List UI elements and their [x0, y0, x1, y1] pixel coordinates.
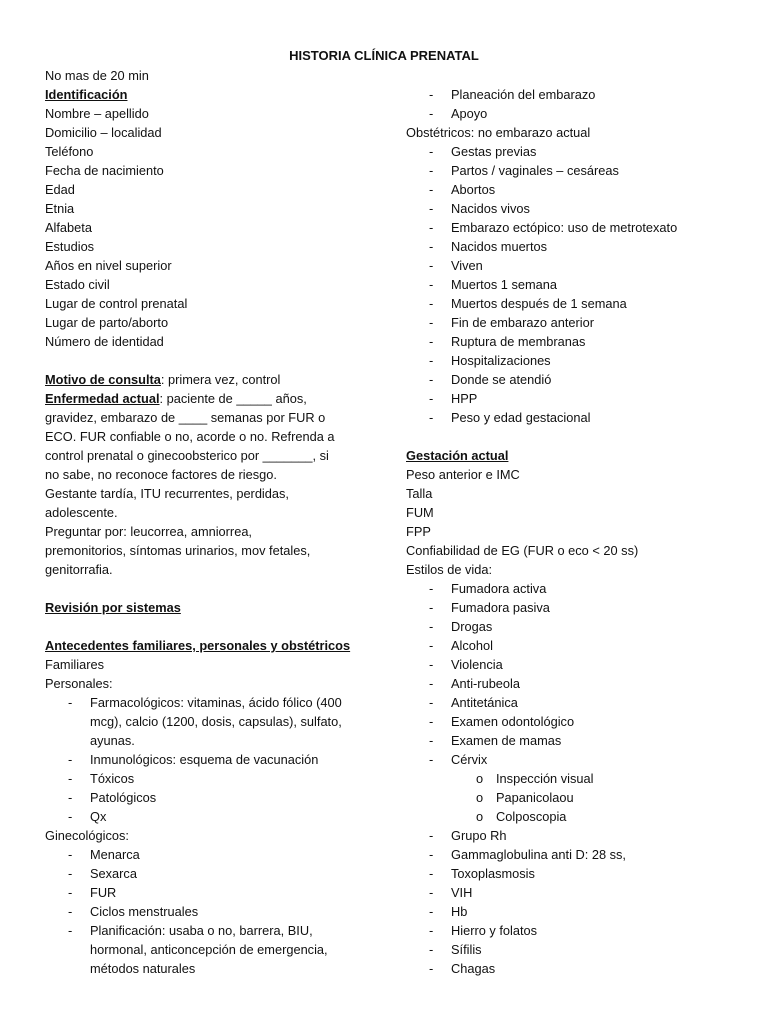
list-item: - Gestas previas [429, 144, 537, 159]
gestacion-line: FPP [406, 524, 431, 539]
enfermedad-line: : paciente de _____ años, [159, 391, 307, 406]
enfermedad-line: no sabe, no reconoce factores de riesgo. [45, 467, 277, 482]
identificacion-item: Estudios [45, 239, 95, 254]
list-item: - Farmacológicos: vitaminas, ácido fólico (400 mcg), calcio (1200, dosis, capsulas), sulfato, ayunas. [45, 693, 375, 750]
list-item-text: Apoyo [451, 106, 488, 121]
list-item-text: Patológicos [90, 790, 157, 805]
identificacion-list [45, 104, 375, 351]
identificacion-item: Nombre – apellido [45, 106, 149, 121]
familiares-label: Familiares [45, 657, 105, 672]
gestacion-line: Talla [406, 486, 433, 501]
list-item-text: Menarca [90, 847, 140, 862]
list-item-text: Donde se atendió [451, 372, 552, 387]
list-item: - Muertos 1 semana [429, 277, 557, 292]
list-item: - FUR [68, 885, 117, 900]
list-item-text: Nacidos vivos [451, 201, 530, 216]
enfermedad-label: Enfermedad actual [45, 391, 160, 406]
list-item-text: Muertos 1 semana [451, 277, 557, 292]
list-item-text: Chagas [451, 961, 496, 976]
list-item: - Toxoplasmosis [429, 866, 535, 881]
list-item: - Inmunológicos: esquema de vacunación [68, 752, 319, 767]
identificacion-item: Lugar de parto/aborto [45, 315, 169, 330]
list-item: - Fumadora pasiva [429, 600, 550, 615]
list-item-text: Grupo Rh [451, 828, 507, 843]
list-item: - Antitetánica [429, 695, 518, 710]
list-item-text: Planeación del embarazo [451, 87, 596, 102]
left-column [45, 66, 375, 978]
motivo-consulta [45, 370, 375, 389]
list-item-text: Abortos [451, 182, 496, 197]
list-item-text: Ruptura de membranas [451, 334, 586, 349]
list-item: - Muertos después de 1 semana [429, 296, 627, 311]
ginecologicos-label: Ginecológicos: [45, 828, 129, 843]
list-item: - Hospitalizaciones [429, 353, 551, 368]
list-item: - VIH [429, 885, 473, 900]
enfermedad-line: gravidez, embarazo de ____ semanas por FUR o [45, 410, 326, 425]
list-item-line: métodos naturales [90, 961, 196, 976]
circle-bullet-icon: o [476, 809, 484, 824]
gestacion-line: FUM [406, 505, 434, 520]
list-item-text: Sífilis [451, 942, 482, 957]
list-item: - Donde se atendió [429, 372, 552, 387]
list-item: - Planificación: usaba o no, barrera, BIU, hormonal, anticoncepción de emergencia, métodos naturales [45, 921, 375, 978]
page-title: HISTORIA CLÍNICA PRENATAL [289, 48, 479, 63]
gestacion-heading: Gestación actual [406, 448, 509, 463]
list-item: - Grupo Rh [429, 828, 507, 843]
identificacion-heading: Identificación [45, 87, 128, 102]
list-item: - Tóxicos [68, 771, 135, 786]
identificacion-item: Etnia [45, 201, 75, 216]
sub-list-item-text: Papanicolaou [496, 790, 574, 805]
identificacion-item: Teléfono [45, 144, 94, 159]
sub-list-item [406, 769, 736, 788]
list-item: - Drogas [429, 619, 493, 634]
gestacion-line: Confiabilidad de EG (FUR o eco < 20 ss) [406, 543, 639, 558]
identificacion-item: Domicilio – localidad [45, 125, 162, 140]
identificacion-item: Alfabeta [45, 220, 92, 235]
list-item-text: FUR [90, 885, 117, 900]
list-item: - Sífilis [429, 942, 482, 957]
identificacion-item: Años en nivel superior [45, 258, 172, 273]
list-item-text: Gammaglobulina anti D: 28 ss, [451, 847, 626, 862]
list-item-text: Antitetánica [451, 695, 518, 710]
list-item: - Planeación del embarazo [429, 87, 596, 102]
list-item-line: mcg), calcio (1200, dosis, capsulas), sulfato, [90, 714, 342, 729]
enfermedad-line: adolescente. [45, 505, 118, 520]
revision-heading: Revisión por sistemas [45, 600, 181, 615]
list-item: - Fin de embarazo anterior [429, 315, 594, 330]
list-item: - Menarca [68, 847, 140, 862]
enfermedad-line: control prenatal o ginecoobsterico por _______, si [45, 448, 329, 463]
identificacion-item: Fecha de nacimiento [45, 163, 164, 178]
gestacion-line: Estilos de vida: [406, 562, 493, 577]
list-item: - Patológicos [68, 790, 157, 805]
list-item: - Chagas [429, 961, 496, 976]
personales-label: Personales: [45, 676, 113, 691]
sub-list-item-text: Colposcopia [496, 809, 567, 824]
sub-list-item-text: Inspección visual [496, 771, 594, 786]
list-item-text: Ciclos menstruales [90, 904, 199, 919]
list-item: - Viven [429, 258, 483, 273]
list-item: - Fumadora activa [429, 581, 547, 596]
list-item: - Partos / vaginales – cesáreas [429, 163, 619, 178]
list-item-text: Embarazo ectópico: uso de metrotexato [451, 220, 678, 235]
list-item-text: Hierro y folatos [451, 923, 538, 938]
list-item: - Embarazo ectópico: uso de metrotexato [429, 220, 678, 235]
enfermedad-line: Gestante tardía, ITU recurrentes, perdidas, [45, 486, 289, 501]
list-item: - Ciclos menstruales [68, 904, 199, 919]
list-item-text: Inmunológicos: esquema de vacunación [90, 752, 319, 767]
time-note: No mas de 20 min [45, 68, 149, 83]
list-item-text: Nacidos muertos [451, 239, 548, 254]
list-item-text: Cérvix [451, 752, 488, 767]
list-item-text: Fin de embarazo anterior [451, 315, 594, 330]
list-item-text: Tóxicos [90, 771, 135, 786]
enfermedad-line: premonitorios, síntomas urinarios, mov fetales, [45, 543, 311, 558]
list-item-text: Toxoplasmosis [451, 866, 535, 881]
list-item-text: Examen de mamas [451, 733, 562, 748]
enfermedad-line: genitorrafia. [45, 562, 113, 577]
sub-list-item [406, 788, 736, 807]
list-item: - Anti-rubeola [429, 676, 521, 691]
list-item: - Gammaglobulina anti D: 28 ss, [429, 847, 626, 862]
list-item: - Examen de mamas [429, 733, 562, 748]
identificacion-item: Edad [45, 182, 75, 197]
list-item: - Peso y edad gestacional [429, 410, 591, 425]
list-item-line: Planificación: usaba o no, barrera, BIU, [90, 923, 313, 938]
list-item-text: Partos / vaginales – cesáreas [451, 163, 619, 178]
list-item-text: Anti-rubeola [451, 676, 521, 691]
list-item-line: ayunas. [90, 733, 135, 748]
motivo-label: Motivo de consulta [45, 372, 161, 387]
list-item-text: Qx [90, 809, 107, 824]
identificacion-item: Lugar de control prenatal [45, 296, 188, 311]
list-item: - Cérvix [429, 752, 488, 767]
antecedentes-heading: Antecedentes familiares, personales y obstétricos [45, 638, 351, 653]
list-item: - Violencia [429, 657, 503, 672]
list-item: - Nacidos vivos [429, 201, 530, 216]
circle-bullet-icon: o [476, 771, 484, 786]
list-item-text: Fumadora activa [451, 581, 547, 596]
list-item: - Hierro y folatos [429, 923, 538, 938]
obstetricos-label: Obstétricos: no embarazo actual [406, 125, 591, 140]
list-item-text: Fumadora pasiva [451, 600, 550, 615]
circle-bullet-icon: o [476, 790, 484, 805]
list-item-text: Hb [451, 904, 468, 919]
list-item: - Sexarca [68, 866, 137, 881]
list-item: - Examen odontológico [429, 714, 575, 729]
list-item-text: Viven [451, 258, 483, 273]
list-item-text: Alcohol [451, 638, 493, 653]
list-item-text: Hospitalizaciones [451, 353, 551, 368]
enfermedad-actual [45, 389, 375, 408]
list-item: - Apoyo [429, 106, 488, 121]
list-item: - Abortos [429, 182, 496, 197]
list-item: - Ruptura de membranas [429, 334, 586, 349]
list-item: - Alcohol [429, 638, 493, 653]
enfermedad-line: Preguntar por: leucorrea, amniorrea, [45, 524, 252, 539]
list-item: - Nacidos muertos [429, 239, 548, 254]
right-column [406, 85, 736, 978]
list-item-text: VIH [451, 885, 473, 900]
list-item-text: Muertos después de 1 semana [451, 296, 627, 311]
list-item-text: Sexarca [90, 866, 137, 881]
list-item: - HPP [429, 391, 478, 406]
motivo-text: : primera vez, control [160, 372, 281, 387]
list-item-text: Examen odontológico [451, 714, 575, 729]
list-item: - Qx [68, 809, 107, 824]
identificacion-item: Estado civil [45, 277, 110, 292]
list-item-line: hormonal, anticoncepción de emergencia, [90, 942, 328, 957]
list-item-text: Peso y edad gestacional [451, 410, 591, 425]
identificacion-item: Número de identidad [45, 334, 164, 349]
list-item-text: Drogas [451, 619, 493, 634]
list-item-text: Gestas previas [451, 144, 537, 159]
gestacion-line: Peso anterior e IMC [406, 467, 520, 482]
list-item: - Hb [429, 904, 468, 919]
enfermedad-line: ECO. FUR confiable o no, acorde o no. Refrenda a [45, 429, 335, 444]
list-item-text: Violencia [451, 657, 503, 672]
list-item-line: Farmacológicos: vitaminas, ácido fólico (400 [90, 695, 342, 710]
sub-list-item [406, 807, 736, 826]
list-item-text: HPP [451, 391, 478, 406]
